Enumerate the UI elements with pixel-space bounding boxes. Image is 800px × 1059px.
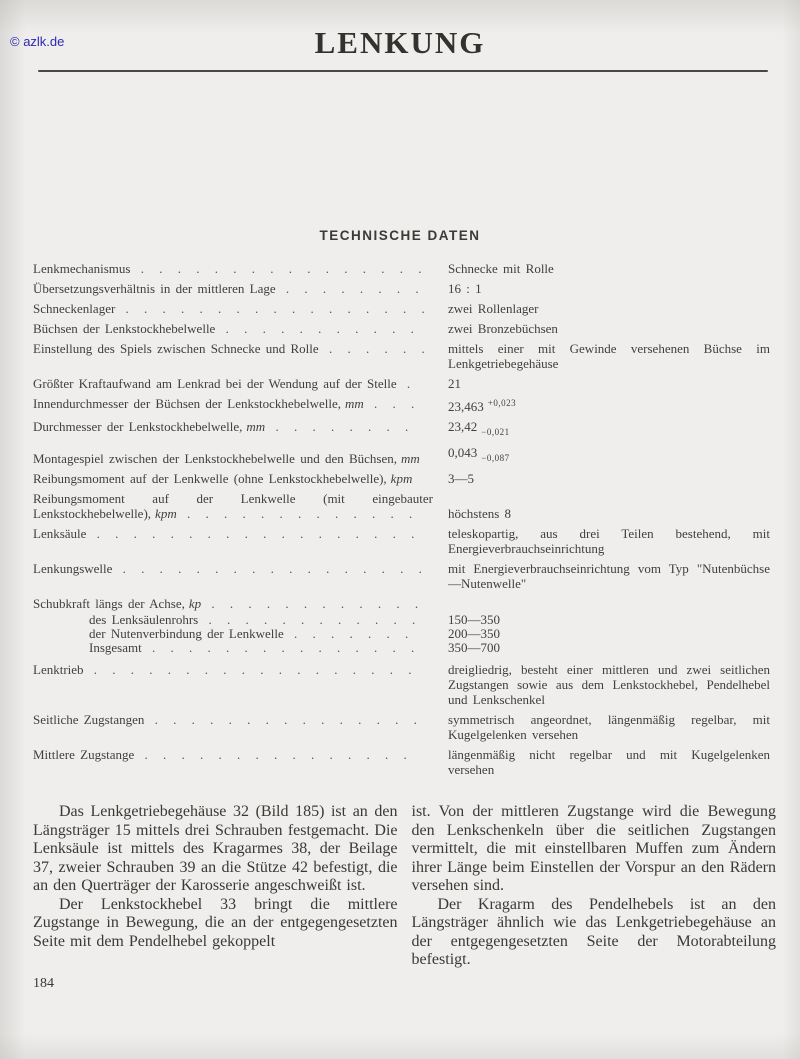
dotted-leader: . [396,376,416,391]
dotted-leader: . . . . . . . . . . . . . . . . [130,261,427,276]
spec-value: teleskopartig, aus drei Teilen bestehend, mit Energieverbrauchseinrichtung [448,526,770,556]
paragraph: Der Lenkstockhebel 33 bringt die mittlere Zugstange in Bewegung, die an der entgegengesetzten Seite mit dem Pendelhebel gekoppelt [33,895,398,950]
title-rule [38,70,768,72]
spec-label: Übersetzungsverhältnis in der mittleren Lage . . . . . . . . [33,281,424,296]
dotted-leader: . . . . . . [318,341,430,356]
body-column-left [33,803,398,970]
spec-value: 0,043 $_{-0,087}$ [448,445,510,463]
dotted-leader: . . . . . . . . . . . . . . . . . . [86,526,420,541]
spec-label: der Nutenverbindung der Lenkwelle . . . . . . . [89,627,414,641]
spec-row [33,662,770,707]
spec-row [33,747,770,777]
spec-label: Schneckenlager . . . . . . . . . . . . . . . . . [33,301,430,316]
spec-label: Lenkungswelle . . . . . . . . . . . . . . . . . [33,561,427,576]
spec-label: Reibungsmoment auf der Lenkwelle (mit eingebauter Lenkstockhebelwelle), kpm . . . . . . . . . . . . . [33,491,433,521]
spec-row [33,712,770,742]
spec-value: längenmäßig nicht regelbar und mit Kugelgelenken versehen [448,747,770,777]
dotted-leader: . . . . . . . . . . . . [201,596,424,611]
tolerance-subscript: −0,021 [481,427,510,437]
spec-value [448,596,770,611]
spec-value: 200—350 [448,626,500,641]
spec-row [33,561,770,591]
spec-value: 150—350 [448,612,500,627]
spec-subrow [33,613,770,627]
page-title: LENKUNG [314,25,486,60]
tolerance-superscript: +0,023 [487,398,517,408]
paragraph: Das Lenkgetriebegehäuse 32 (Bild 185) ist an den Längsträger 15 mittels drei Schrauben festgemacht. Die Lenksäule ist mittels des Kragarmes 38, der Beilage 37, zweier Schrauben 39 an die Stütze 42 befestigt, die an den Querträger der Karosserie angeschweißt ist. [33,803,398,894]
dotted-leader: . . . . . . . . [275,281,424,296]
section-heading: TECHNISCHE DATEN [319,228,481,243]
spec-row [33,321,770,336]
dotted-leader: . . . . . . . . . . . [215,321,419,336]
spec-value: symmetrisch angeordnet, längenmäßig regelbar, mit Kugelgelenken versehen [448,712,770,742]
spec-row [33,419,770,440]
spec-row [33,491,770,521]
spec-label: Schubkraft längs der Achse, kp . . . . . . . . . . . . [33,596,424,611]
dotted-leader: . . . . . . . . . . . . . . . . . [112,561,427,576]
spec-row [33,526,770,556]
spec-value: höchstens 8 [448,506,512,521]
dotted-leader: . . . . . . . . . . . . . . . [141,641,420,655]
paragraph: Der Kragarm des Pendelhebels ist an den Längsträger ähnlich wie das Lenkgetriebegehäuse an der entgegengesetzten Seite der Motorabteilung befestigt. [411,895,776,968]
spec-label: Durchmesser der Lenkstockhebelwelle, mm . . . . . . . . [33,419,414,434]
spec-value: 16 : 1 [448,281,482,296]
spec-label: Seitliche Zugstangen . . . . . . . . . . . . . . . [33,712,422,727]
spec-label: Insgesamt . . . . . . . . . . . . . . . [89,641,420,655]
spec-row [33,261,770,276]
spec-label: Einstellung des Spiels zwischen Schnecke und Rolle . . . . . . [33,341,430,356]
spec-label: Lenkmechanismus . . . . . . . . . . . . . . . . [33,261,427,276]
unit-label: kpm [155,506,177,521]
unit-label: mm [344,396,364,411]
page-number: 184 [33,975,54,991]
spec-label: des Lenksäulenrohrs . . . . . . . . . . . . [89,613,421,627]
body-text-columns [33,803,776,970]
dotted-leader: . . . [363,396,420,411]
dotted-leader: . . . . . . . . . . . . . . . . . . [83,662,417,677]
spec-label: Größter Kraftaufwand am Lenkrad bei der Wendung auf der Stelle . [33,376,416,391]
dotted-leader: . . . . . . . . . . . . [198,613,421,627]
dotted-leader: . . . . . . . . [265,419,414,434]
spec-label: Lenksäule . . . . . . . . . . . . . . . . . . [33,526,420,541]
spec-value: 21 [448,376,461,391]
spec-value: 23,463 $^{+0,023}$ [448,398,517,414]
spec-row [33,471,770,486]
spec-value: 3—5 [448,471,474,486]
unit-label: kp [188,596,202,611]
spec-label: Mittlere Zugstange . . . . . . . . . . . . . . . [33,747,412,762]
dotted-leader: . . . . . . . [283,627,414,641]
spec-row [33,396,770,414]
body-column-right [412,803,777,970]
unit-label: mm [400,451,420,466]
technical-data-table [33,261,770,777]
spec-subrow [33,627,770,641]
tolerance-subscript: −0,087 [481,453,510,463]
spec-value: mittels einer mit Gewinde versehenen Büchse im Lenkgetriebegehäuse [448,341,770,371]
spec-label: Lenktrieb . . . . . . . . . . . . . . . . . . [33,662,417,677]
dotted-leader: . . . . . . . . . . . . . . . [134,747,412,762]
scanned-manual-page [0,25,800,1059]
spec-value: mit Energieverbrauchseinrichtung vom Typ "Nutenbüchse—Nutenwelle" [448,561,770,591]
spec-value: 350—700 [448,640,500,655]
unit-label: kpm [390,471,413,486]
watermark: © azlk.de [10,34,65,49]
spec-subrow [33,641,770,655]
spec-row [33,301,770,316]
spec-value: dreigliedrig, besteht einer mittleren und zwei seitlichen Zugstangen sowie aus dem Lenkstockhebel, Pendelhebel und Lenkschenkel [448,662,770,707]
spec-label: Büchsen der Lenkstockhebelwelle . . . . . . . . . . . [33,321,419,336]
spec-value: Schnecke mit Rolle [448,261,554,276]
spec-label: Innendurchmesser der Büchsen der Lenkstockhebelwelle, mm . . . [33,396,420,411]
dotted-leader: . . . . . . . . . . . . . [176,506,418,521]
dotted-leader: . . . . . . . . . . . . . . . [144,712,422,727]
spec-label: Montagespiel zwischen der Lenkstockhebelwelle und den Büchsen, mm [33,451,420,466]
spec-row-group-header [33,596,770,611]
dotted-leader: . . . . . . . . . . . . . . . . . [115,301,430,316]
spec-value: zwei Rollenlager [448,301,539,316]
paragraph: ist. Von der mittleren Zugstange wird die Bewegung den Lenkschenkeln über die seitlichen Zugstangen vermittelt, die mit einstellbaren Muffen zum Ändern ihrer Länge beim Einstellen der Vorspur an den Rädern versehen sind. [411,803,776,894]
unit-label: mm [246,419,266,434]
spec-row [33,376,770,391]
spec-row [33,341,770,371]
spec-label: Reibungsmoment auf der Lenkwelle (ohne Lenkstockhebelwelle), kpm [33,471,413,486]
spec-value: zwei Bronzebüchsen [448,321,558,336]
spec-value: 23,42 $_{-0,021}$ [448,419,510,437]
spec-row [33,445,770,466]
spec-row [33,281,770,296]
